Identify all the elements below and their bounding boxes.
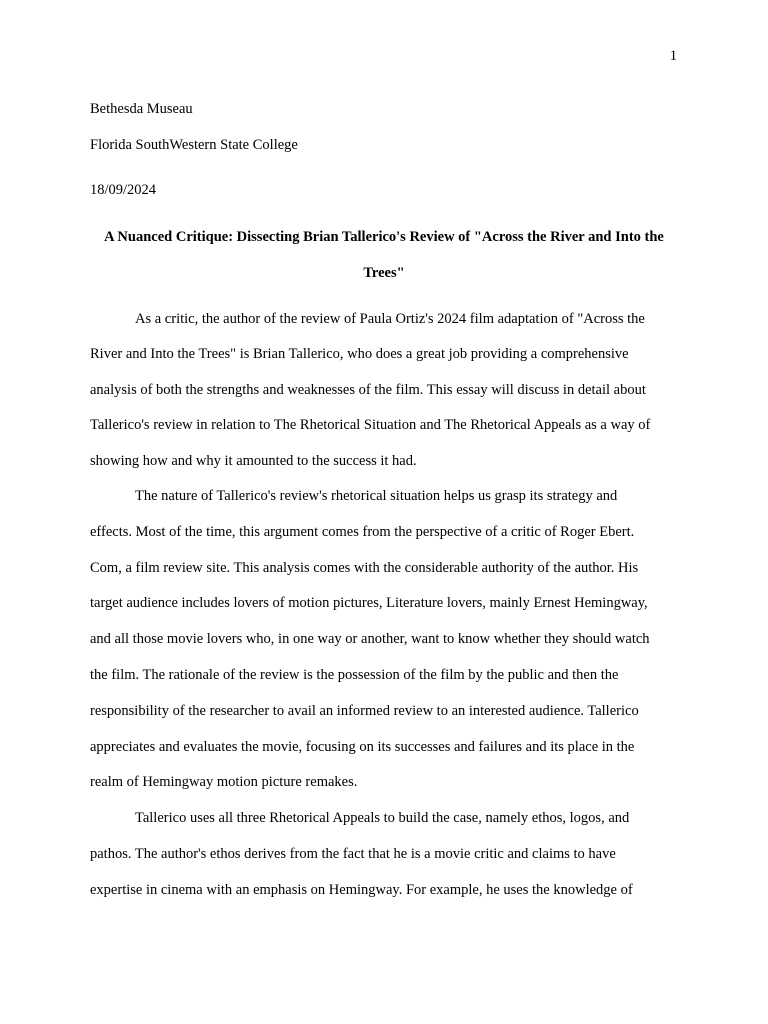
- institution-name: Florida SouthWestern State College: [90, 137, 298, 153]
- body-text-line: target audience includes lovers of motion pictures, Literature lovers, mainly Ernest Hemingway,: [90, 595, 648, 611]
- body-text-line: effects. Most of the time, this argument comes from the perspective of a critic of Roger Ebert.: [90, 524, 635, 540]
- body-text-line: appreciates and evaluates the movie, focusing on its successes and failures and its place in the: [90, 739, 635, 755]
- body-text-line: Com, a film review site. This analysis comes with the considerable authority of the author. His: [90, 560, 639, 576]
- body-text-line: Tallerico uses all three Rhetorical Appeals to build the case, namely ethos, logos, and: [135, 810, 630, 826]
- body-text-line: the film. The rationale of the review is the possession of the film by the public and then the: [90, 667, 619, 683]
- body-text-line: responsibility of the researcher to avail an informed review to an interested audience. Tallerico: [90, 703, 639, 719]
- page-number: 1: [669, 48, 677, 64]
- body-text-line: The nature of Tallerico's review's rhetorical situation helps us grasp its strategy and: [135, 488, 618, 504]
- body-text-line: expertise in cinema with an emphasis on Hemingway. For example, he uses the knowledge of: [90, 882, 633, 898]
- body-text-line: River and Into the Trees" is Brian Tallerico, who does a great job providing a comprehensive: [90, 346, 629, 362]
- body-text-line: pathos. The author's ethos derives from the fact that he is a movie critic and claims to have: [90, 846, 616, 862]
- essay-title-line: A Nuanced Critique: Dissecting Brian Tallerico's Review of "Across the River and Into the: [104, 229, 664, 245]
- author-name: Bethesda Museau: [90, 101, 193, 117]
- body-text-line: and all those movie lovers who, in one way or another, want to know whether they should watch: [90, 631, 650, 647]
- body-text-line: realm of Hemingway motion picture remakes.: [90, 774, 358, 790]
- body-text-line: analysis of both the strengths and weaknesses of the film. This essay will discuss in detail about: [90, 382, 646, 398]
- essay-title-line: Trees": [363, 265, 405, 281]
- body-text-line: Tallerico's review in relation to The Rhetorical Situation and The Rhetorical Appeals as a way of: [90, 417, 651, 433]
- document-date: 18/09/2024: [90, 182, 157, 198]
- body-text-line: showing how and why it amounted to the success it had.: [90, 453, 417, 469]
- body-text-line: As a critic, the author of the review of Paula Ortiz's 2024 film adaptation of "Across the: [135, 311, 645, 327]
